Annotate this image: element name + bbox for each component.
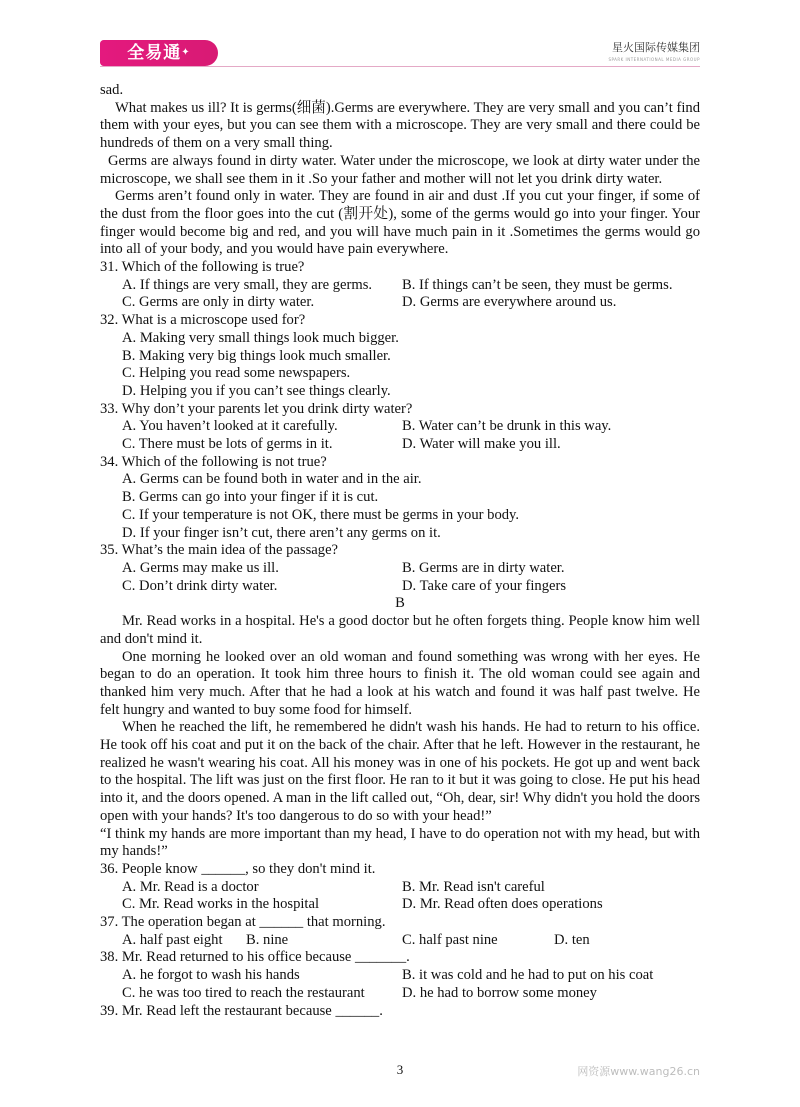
question-39 <box>100 1003 700 1021</box>
option-a: A. Mr. Read is a doctor <box>122 878 259 895</box>
question-31 <box>100 259 700 312</box>
question-38 <box>100 949 700 1002</box>
question-stem: 31. Which of the following is true? <box>100 259 305 276</box>
option-c: C. Don’t drink dirty water. <box>122 577 278 594</box>
question-stem: 35. What’s the main idea of the passage? <box>100 542 339 559</box>
option-c: C. he was too tired to reach the restaurant <box>122 984 365 1001</box>
question-34 <box>100 454 700 543</box>
page-number: 3 <box>396 1062 404 1077</box>
question-stem: 37. The operation began at ______ that morning. <box>100 914 386 931</box>
option-b: B. Germs are in dirty water. <box>402 559 565 576</box>
question-stem: 38. Mr. Read returned to his office because _______. <box>100 949 410 966</box>
option-b: B. Germs can go into your finger if it is cut. <box>122 489 379 506</box>
question-stem: 33. Why don’t your parents let you drink dirty water? <box>100 400 413 417</box>
option-d: D. Germs are everywhere around us. <box>402 294 617 311</box>
option-d: D. Take care of your fingers <box>402 577 567 594</box>
page-header <box>100 36 700 68</box>
option-c: C. If your temperature is not OK, there must be germs in your body. <box>122 506 520 523</box>
watermark: 网资源www.wang26.cn <box>577 1065 700 1078</box>
passage-a-paragraph-3: Germs aren’t found only in water. They are found in air and dust .If you cut your finger, if some of the dust from the floor goes into the cut (割开处), some of the germs would go into your finger. Your finger would become big and red, and you will have much pain in it .Sometimes the germs would go into all of your body, and you would have pain everywhere. <box>100 188 700 258</box>
option-d: D. ten <box>554 931 590 948</box>
option-c: C. Germs are only in dirty water. <box>122 294 315 311</box>
question-stem: 39. Mr. Read left the restaurant because ______. <box>100 1002 383 1019</box>
option-d: D. Mr. Read often does operations <box>402 896 603 913</box>
logo-text: 全易通 <box>127 43 182 63</box>
publisher-brand <box>608 42 700 66</box>
publisher-subtitle: SPARK INTERNATIONAL MEDIA GROUP <box>608 57 700 62</box>
passage-b-paragraph-1: Mr. Read works in a hospital. He's a good doctor but he often forgets thing. People know him well and don't mind it. <box>100 613 700 647</box>
question-stem: 34. Which of the following is not true? <box>100 453 327 470</box>
question-stem: 36. People know ______, so they don't mind it. <box>100 860 376 877</box>
option-b: B. Making very big things look much smaller. <box>122 347 391 364</box>
passage-a-tail: sad. <box>100 82 124 98</box>
option-d: D. Helping you if you can’t see things clearly. <box>122 382 391 399</box>
option-a: A. Germs may make us ill. <box>122 559 279 576</box>
star-icon: ✦ <box>181 47 191 58</box>
question-stem: 32. What is a microscope used for? <box>100 312 306 329</box>
option-c: C. half past nine <box>402 931 498 948</box>
passage-a-paragraph-1: What makes us ill? It is germs(细菌).Germs are everywhere. They are very small and you can’t find them with your eyes, but you can see them with a microscope. They are very small and there could be hundreds of them on a very small thing. <box>100 99 700 152</box>
section-heading-b: B <box>395 595 405 612</box>
question-33 <box>100 401 700 454</box>
passage-a-paragraph-2: Germs are always found in dirty water. Water under the microscope, we look at dirty water under the microscope, we shall see them in it .So your father and mother will not let you drink dirty water. <box>100 152 700 187</box>
option-c: C. Helping you read some newspapers. <box>122 365 351 382</box>
option-a: A. half past eight <box>122 931 223 948</box>
question-32 <box>100 312 700 401</box>
option-a: A. Germs can be found both in water and in the air. <box>122 471 422 488</box>
option-a: A. he forgot to wash his hands <box>122 967 300 984</box>
option-d: D. If your finger isn’t cut, there aren’t any germs on it. <box>122 524 441 541</box>
question-36 <box>100 861 700 914</box>
passage-b-paragraph-3: When he reached the lift, he remembered he didn't wash his hands. He had to return to his office. He took off his coat and put it on the back of the chair. After that he left. However in the restaurant, he realized he wasn't wearing his coat. All his money was in one of his pockets. He got up and went back to the hospital. The lift was just on the first floor. He ran to it but it was going to close. He put his head into it, and the doors opened. A man in the lift called out, “Oh, dear, sir! Why didn't you hold the doors open with your hands? It's too dangerous to do so with your head!” <box>100 719 701 824</box>
brand-logo <box>100 40 218 66</box>
option-a: A. If things are very small, they are germs. <box>122 276 373 293</box>
publisher-name: 星火国际传媒集团 <box>612 41 700 54</box>
question-37 <box>100 914 700 949</box>
passage-b-paragraph-2: One morning he looked over an old woman and found something was wrong with her eyes. He began to do an operation. It took him three hours to finish it. The old woman could see again and thanked him very much. After that he had a look at his watch and found it was half past twelve. He felt hungry and wanted to buy some food for himself. <box>100 648 700 718</box>
option-b: B. it was cold and he had to put on his coat <box>402 967 654 984</box>
passage-b-paragraph-4: “I think my hands are more important than my head, I have to do operation not with my head, but with my hands!” <box>100 825 700 860</box>
option-b: B. Mr. Read isn't careful <box>402 878 545 895</box>
option-d: D. Water will make you ill. <box>402 436 561 453</box>
question-35 <box>100 542 700 595</box>
option-b: B. If things can’t be seen, they must be germs. <box>402 276 673 293</box>
option-b: B. Water can’t be drunk in this way. <box>402 418 612 435</box>
header-divider <box>100 66 700 67</box>
document-body <box>100 82 700 1020</box>
option-c: C. Mr. Read works in the hospital <box>122 896 320 913</box>
option-c: C. There must be lots of germs in it. <box>122 436 333 453</box>
option-d: D. he had to borrow some money <box>402 984 597 1001</box>
option-a: A. Making very small things look much bigger. <box>122 329 399 346</box>
option-a: A. You haven’t looked at it carefully. <box>122 418 338 435</box>
option-b: B. nine <box>246 931 289 948</box>
